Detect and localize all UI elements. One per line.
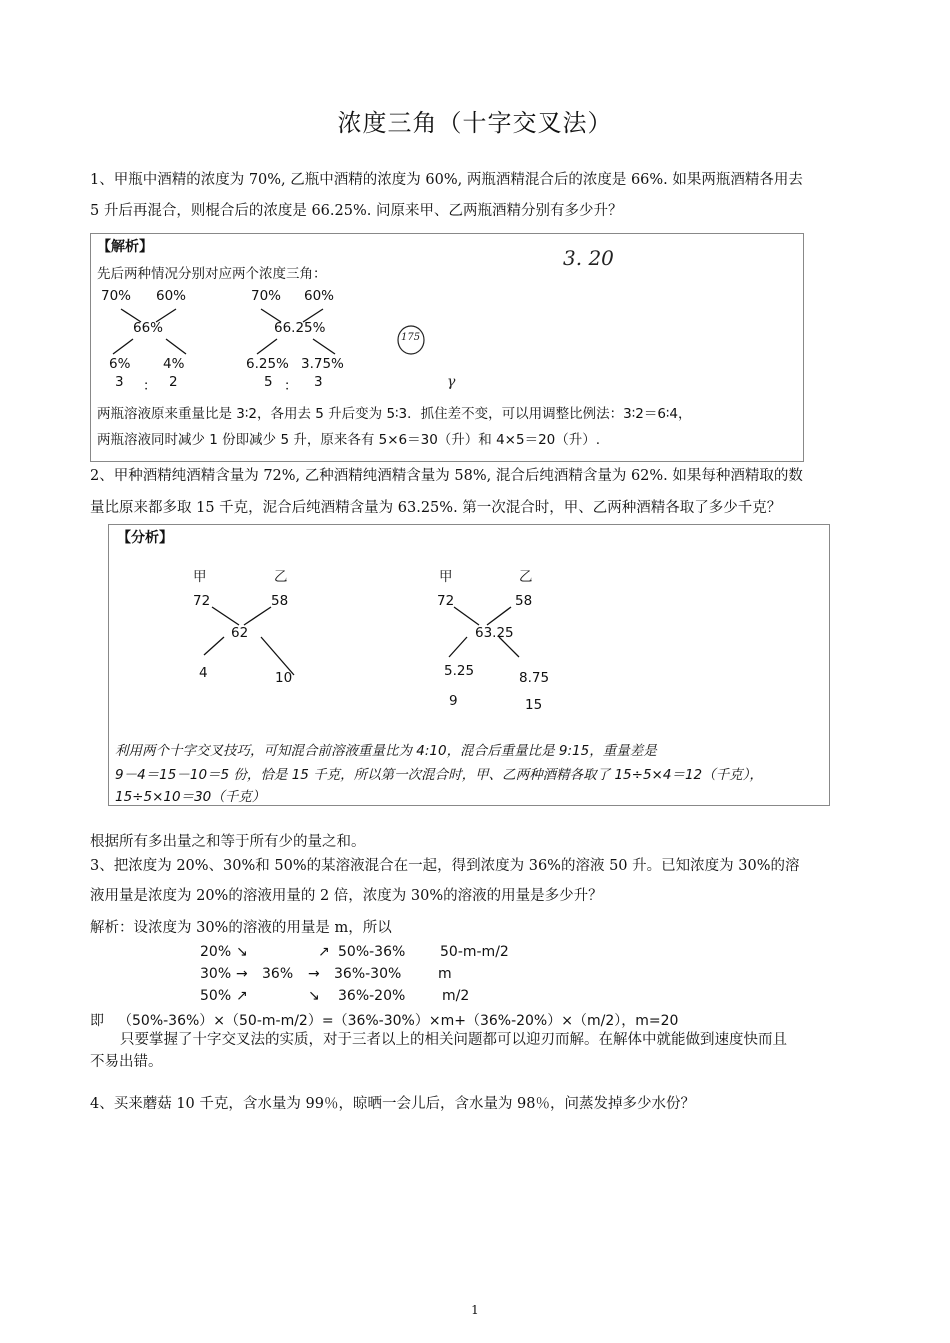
q3-tip-line1: 只要掌握了十字交叉法的实质，对于三者以上的相关问题都可以迎刃而解。在解体中就能做到速度快而且 <box>120 1032 787 1048</box>
hand-note-2: 175 <box>401 332 421 343</box>
q3-r1-arrow1: ↘ <box>236 944 248 960</box>
box2-label: 【分析】 <box>117 530 173 546</box>
q3-r1-arrow2: ↗ <box>318 944 330 960</box>
q3-tip-line2: 不易出错。 <box>90 1054 163 1070</box>
solution-box-1 <box>90 233 804 462</box>
box2-left-line-d <box>204 637 224 655</box>
q3-r2-arrow2: → <box>308 966 320 982</box>
q3-r1-c: 50%-36% <box>338 944 406 960</box>
box1-left-mix: 66% <box>133 320 164 336</box>
hand-note-1: 3. 20 <box>563 246 614 270</box>
box1-right-line-b <box>313 339 335 354</box>
box2-right-da: 5.25 <box>444 663 475 679</box>
box2-left-da: 4 <box>199 665 208 681</box>
q3-r2-b: 36% <box>262 966 294 982</box>
q3-r3-a: 50% <box>200 988 232 1004</box>
box2-right-mix: 63.25 <box>475 625 514 641</box>
box1-left-b: 60% <box>156 288 187 304</box>
note-line: 根据所有多出量之和等于所有少的量之和。 <box>90 834 366 850</box>
box1-cross-diagrams <box>91 234 803 461</box>
q3-r3-c: 36%-20% <box>338 988 406 1004</box>
q3-solution-intro: 解析：设浓度为 30%的溶液的用量是 m，所以 <box>90 920 392 936</box>
q2-line1: 2、甲种酒精纯酒精含量为 72%, 乙种酒精纯酒精含量为 58%, 混合后纯酒精含量为 62%. 如果每种酒精取的数 <box>90 468 803 484</box>
q3-line1: 3、把浓度为 20%、30%和 50%的某溶液混合在一起，得到浓度为 36%的溶液 50 升。已知浓度为 30%的溶 <box>90 858 800 874</box>
box1-right-mix: 66.25% <box>274 320 326 336</box>
q3-r3-d: m/2 <box>442 988 470 1004</box>
q3-equation: （50%-36%）×（50-m-m/2）=（36%-30%）×m+（36%-20%）×（m/2），m=20 <box>118 1013 679 1029</box>
box1-left-da: 6% <box>109 356 131 372</box>
q3-r2-arrow1: → <box>236 966 248 982</box>
box1-label: 【解析】 <box>97 239 153 255</box>
box2-right-rb: 15 <box>525 697 543 713</box>
title-text: 浓度三角（十字交叉法） <box>337 109 613 137</box>
box2-left-a: 72 <box>193 593 211 609</box>
box2-line2: 9－4＝15－10＝5 份，恰是 15 千克，所以第一次混合时，甲、乙两种酒精各取了 15÷5×4＝12（千克）， <box>115 767 763 783</box>
box2-right-ha: 甲 <box>439 569 453 585</box>
box2-right-db: 8.75 <box>519 670 550 686</box>
q3-r2-c: 36%-30% <box>334 966 402 982</box>
q3-r1-a: 20% <box>200 944 232 960</box>
box1-left-ra: 3 <box>115 374 124 390</box>
hand-note-3: γ <box>447 374 456 390</box>
q3-r2-d: m <box>438 966 452 982</box>
q3-line2: 液用量是浓度为 20%的溶液用量的 2 倍，浓度为 30%的溶液的用量是多少升？ <box>90 888 603 904</box>
page-number: 1 <box>471 1303 479 1317</box>
box2-right-line-a <box>454 607 479 625</box>
q3-r2-a: 30% <box>200 966 232 982</box>
box2-right-hb: 乙 <box>519 569 533 585</box>
box1-left-db: 4% <box>163 356 185 372</box>
q1-line1: 1、甲瓶中酒精的浓度为 70%, 乙瓶中酒精的浓度为 60%, 两瓶酒精混合后的浓度是 66%. 如果两瓶酒精各用去 <box>90 172 803 188</box>
box2-line1: 利用两个十字交叉技巧，可知混合前溶液重量比为 4:10，混合后重量比是 9:15，重量差是 <box>115 743 657 759</box>
box1-right-db: 3.75% <box>301 356 344 372</box>
box1-left-a: 70% <box>101 288 132 304</box>
box1-right-b: 60% <box>304 288 335 304</box>
box2-left-line-a <box>212 607 239 625</box>
box1-left-line-b <box>166 339 186 354</box>
box2-right-a: 72 <box>437 593 455 609</box>
box2-right-line-d <box>449 637 467 657</box>
q2-line2: 量比原来都多取 15 千克，泥合后纯酒精含量为 63.25%. 第一次混合时，甲、乙两种酒精各取了多少千克？ <box>90 500 782 516</box>
solution-box-2 <box>108 524 830 806</box>
box2-right-line-c <box>487 607 511 625</box>
box1-right-colon: ： <box>284 378 298 394</box>
box2-left-ha: 甲 <box>193 569 207 585</box>
q1-line2: 5 升后再混合，则棍合后的浓度是 66.25%. 问原来甲、乙两瓶酒精分别有多少升？ <box>90 203 623 219</box>
box1-line1: 两瓶溶液原来重量比是 3∶2，各用去 5 升后变为 5∶3．抓住差不变，可以用调整比例法：3∶2＝6∶4， <box>97 406 692 422</box>
q3-eq-prefix: 即 <box>90 1013 104 1029</box>
box2-right-b: 58 <box>515 593 533 609</box>
q3-r1-d: 50-m-m/2 <box>440 944 509 960</box>
box2-right-ra: 9 <box>449 693 458 709</box>
q3-r3-arrow2: ↘ <box>308 988 320 1004</box>
box2-left-hb: 乙 <box>274 569 288 585</box>
box1-right-rb: 3 <box>314 374 323 390</box>
q3-r3-arrow1: ↗ <box>236 988 248 1004</box>
box2-left-line-c <box>244 607 271 625</box>
box1-intro: 先后两种情况分别对应两个浓度三角： <box>97 266 327 282</box>
box1-line2: 两瓶溶液同时减少 1 份即减少 5 升，原来各有 5×6＝30（升）和 4×5＝20（升）. <box>97 432 601 448</box>
box2-left-mix: 62 <box>231 625 249 641</box>
box1-right-ra: 5 <box>264 374 273 390</box>
box1-left-rb: 2 <box>169 374 178 390</box>
box1-right-da: 6.25% <box>246 356 289 372</box>
box1-right-line-d <box>257 339 277 354</box>
box1-left-line-d <box>113 339 133 354</box>
box1-right-a: 70% <box>251 288 282 304</box>
box2-left-db: 10 <box>275 670 293 686</box>
page-title <box>0 103 950 138</box>
q4-line: 4、买来蘑菇 10 千克，含水量为 99％，晾晒一会儿后，含水量为 98％，问蒸发掉多少水份？ <box>90 1096 696 1112</box>
box2-line3: 15÷5×10＝30（千克） <box>115 789 266 805</box>
box2-left-b: 58 <box>271 593 289 609</box>
box1-left-colon: ： <box>143 378 157 394</box>
